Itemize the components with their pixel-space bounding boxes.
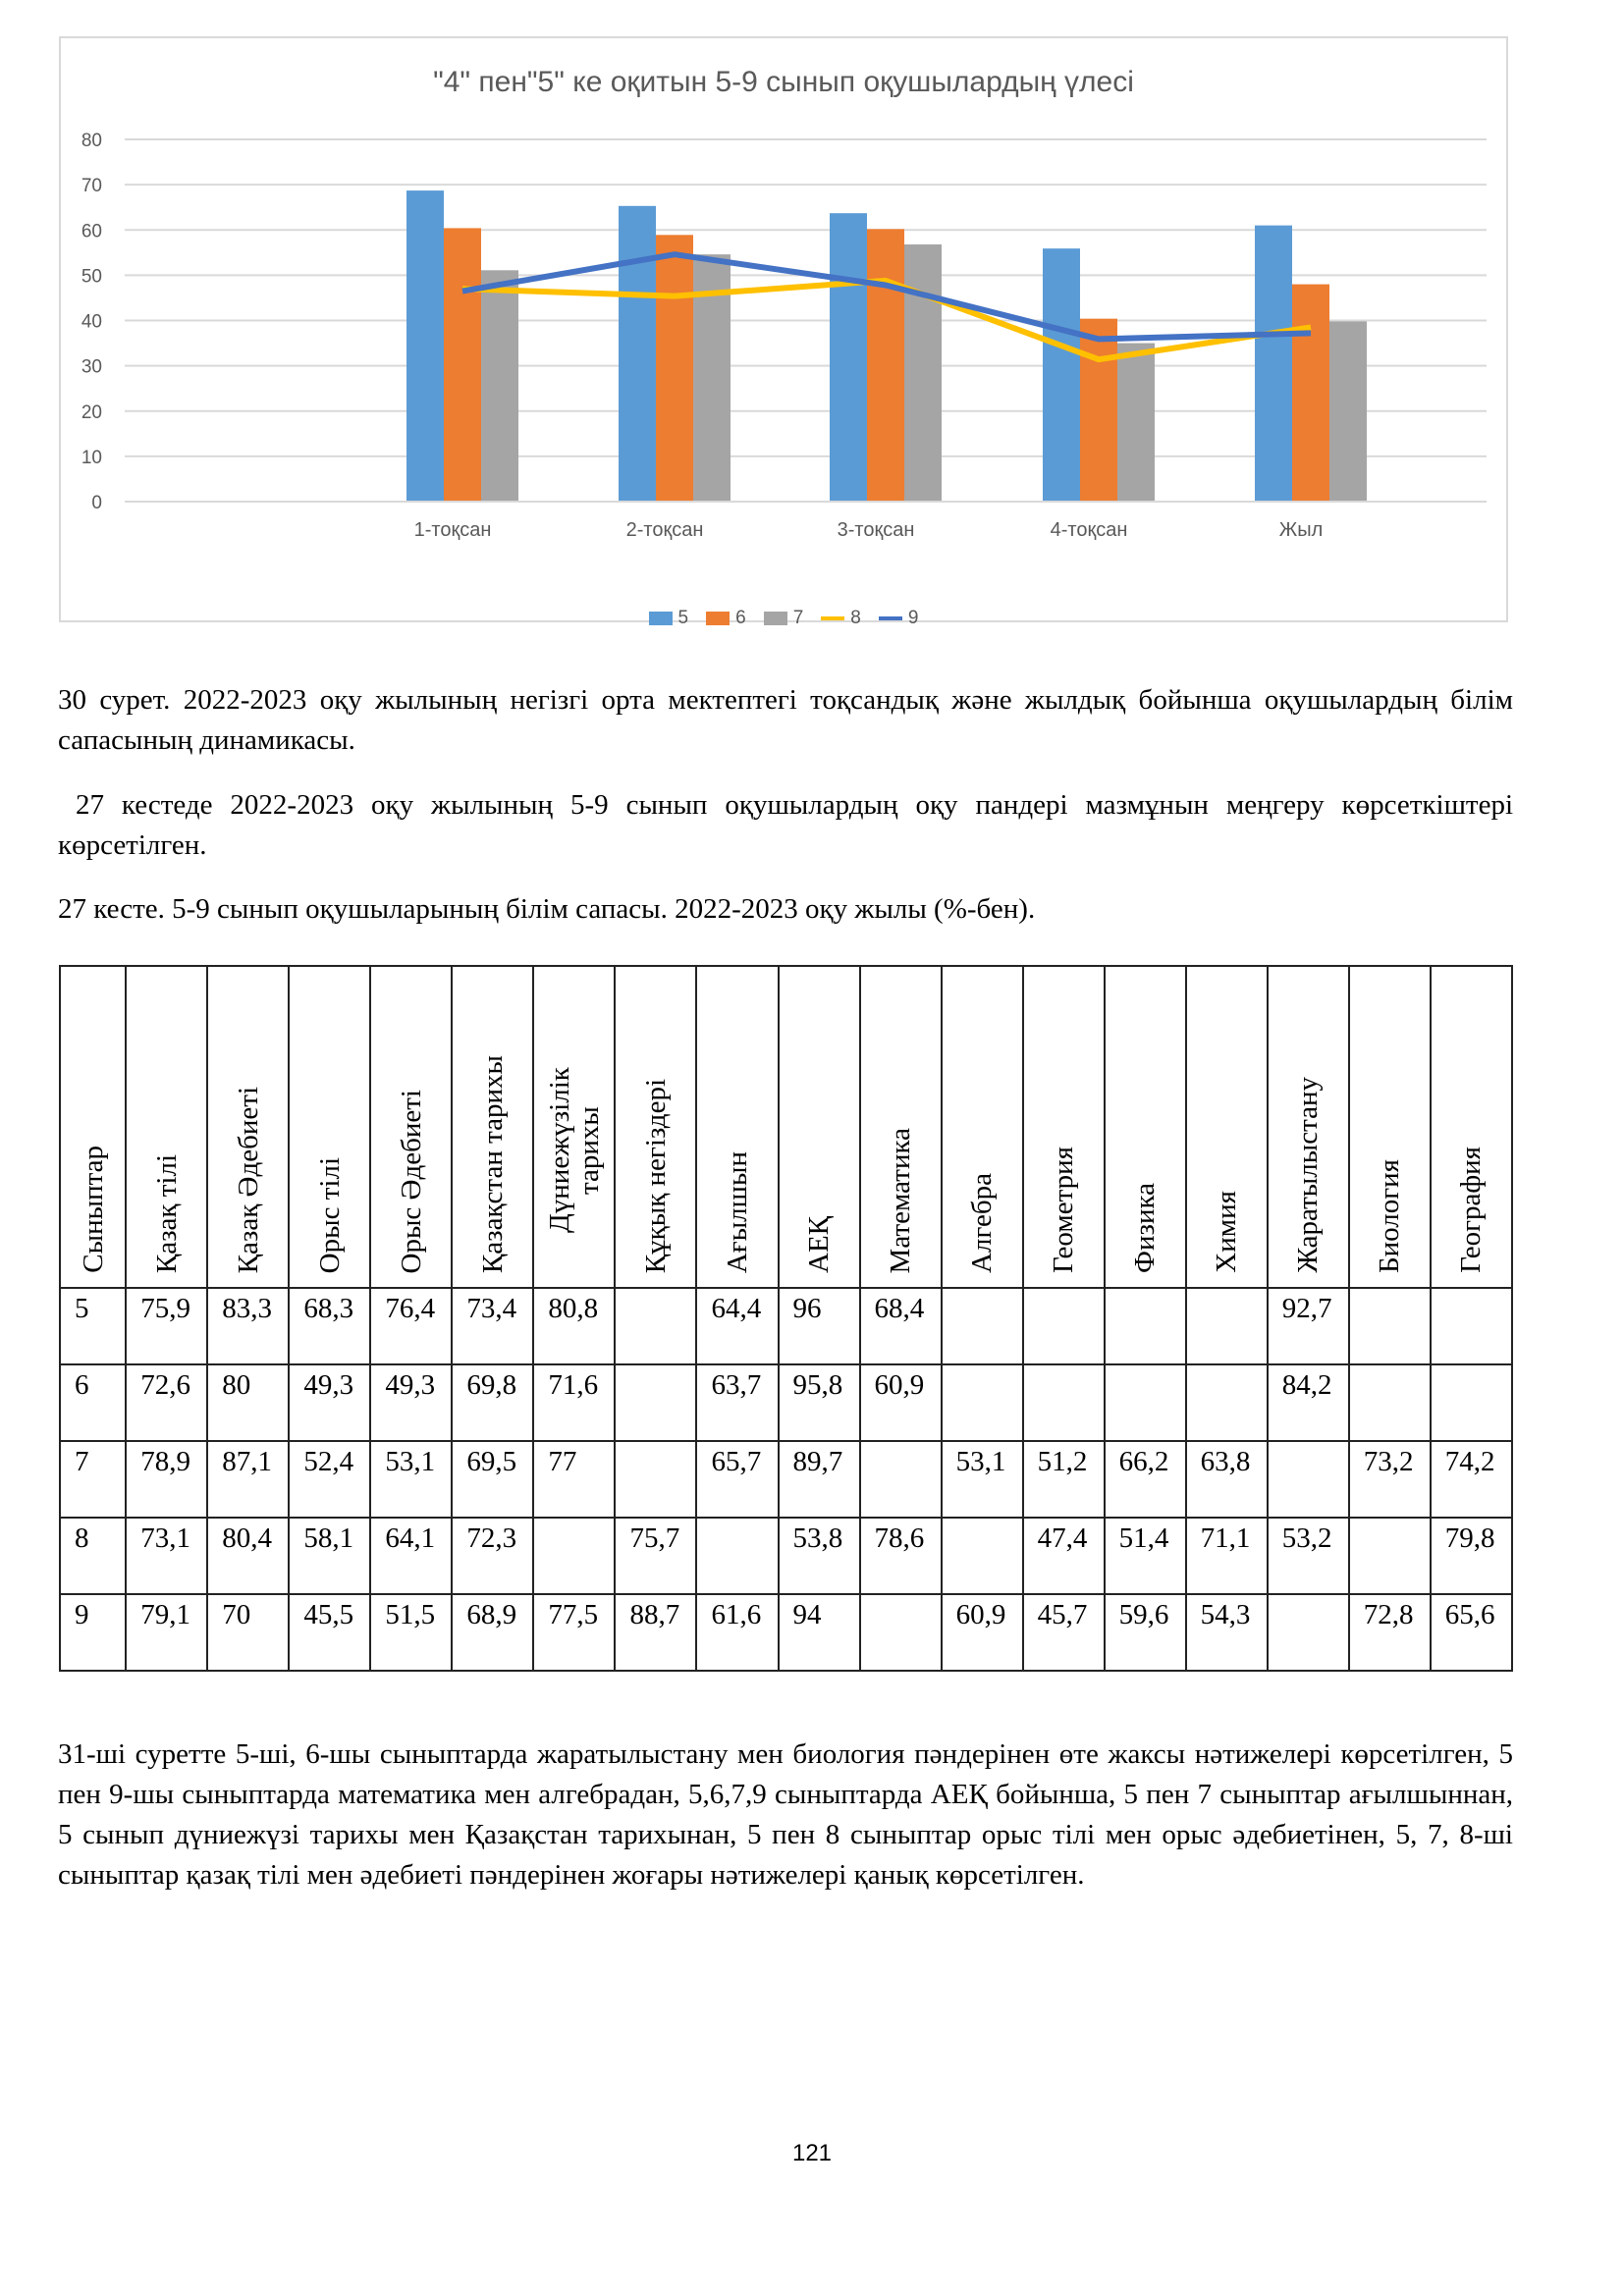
column-header bbox=[126, 966, 207, 1288]
score-cell: 72,3 bbox=[452, 1518, 533, 1594]
score-cell: 47,4 bbox=[1023, 1518, 1105, 1594]
score-cell: 68,3 bbox=[289, 1288, 370, 1364]
figure-caption: 30 сурет. 2022-2023 оқу жылының негізгі орта мектептегі тоқсандық және жылдық бойынша оқушылардың білім сапасының динамикасы. bbox=[58, 684, 1513, 756]
column-header bbox=[860, 966, 942, 1288]
score-cell: 61,6 bbox=[696, 1594, 778, 1671]
column-header bbox=[1186, 966, 1268, 1288]
bar-series-7 bbox=[481, 270, 518, 502]
score-cell: 63,7 bbox=[696, 1364, 778, 1441]
legend-label: 9 bbox=[907, 608, 919, 628]
y-tick-label: 30 bbox=[81, 356, 102, 378]
score-cell bbox=[1023, 1288, 1105, 1364]
table-row bbox=[60, 1518, 1512, 1594]
score-cell: 64,4 bbox=[696, 1288, 778, 1364]
score-cell bbox=[942, 1364, 1023, 1441]
bar-series-5 bbox=[1255, 226, 1292, 502]
bar-series-6 bbox=[444, 228, 481, 502]
column-header-label: Құқық негіздері bbox=[639, 1078, 672, 1273]
legend-item-9 bbox=[879, 608, 919, 629]
bar-series-7 bbox=[1117, 344, 1155, 502]
score-cell bbox=[1349, 1518, 1431, 1594]
score-cell: 71,1 bbox=[1186, 1518, 1268, 1594]
bar-series-6 bbox=[1080, 319, 1117, 502]
column-header-label: Химия bbox=[1211, 1191, 1243, 1273]
score-cell bbox=[1186, 1288, 1268, 1364]
score-cell: 74,2 bbox=[1431, 1441, 1512, 1518]
score-cell: 58,1 bbox=[289, 1518, 370, 1594]
y-tick-label: 0 bbox=[91, 493, 102, 513]
score-cell: 75,9 bbox=[126, 1288, 207, 1364]
y-tick-label: 80 bbox=[81, 131, 102, 151]
score-cell bbox=[1105, 1364, 1186, 1441]
column-header bbox=[615, 966, 696, 1288]
score-cell: 87,1 bbox=[207, 1441, 289, 1518]
column-header-label: Қазақ Әдебиеті bbox=[232, 1086, 264, 1273]
grade-cell: 5 bbox=[60, 1288, 126, 1364]
score-cell: 51,2 bbox=[1023, 1441, 1105, 1518]
legend-bar-swatch-icon bbox=[706, 612, 730, 625]
score-cell: 80,8 bbox=[533, 1288, 615, 1364]
score-cell: 53,1 bbox=[370, 1441, 452, 1518]
score-cell: 52,4 bbox=[289, 1441, 370, 1518]
column-header bbox=[942, 966, 1023, 1288]
score-cell: 78,6 bbox=[860, 1518, 942, 1594]
table-caption: 27 кесте. 5-9 сынып оқушыларының білім сапасы. 2022-2023 оқу жылы (%-бен). bbox=[58, 893, 1036, 925]
score-cell: 79,1 bbox=[126, 1594, 207, 1671]
score-cell: 66,2 bbox=[1105, 1441, 1186, 1518]
y-tick-label: 20 bbox=[81, 401, 102, 423]
score-cell: 80,4 bbox=[207, 1518, 289, 1594]
score-cell bbox=[1431, 1288, 1512, 1364]
score-cell: 49,3 bbox=[289, 1364, 370, 1441]
chart-title: "4" пен"5" ке оқитын 5-9 сынып оқушылардың үлесі bbox=[433, 66, 1134, 98]
column-header bbox=[452, 966, 533, 1288]
score-cell: 77,5 bbox=[533, 1594, 615, 1671]
bar-series-7 bbox=[1329, 321, 1367, 502]
column-header bbox=[1268, 966, 1349, 1288]
bar-series-6 bbox=[867, 229, 904, 502]
bar-series-5 bbox=[619, 206, 656, 502]
score-cell bbox=[1023, 1364, 1105, 1441]
column-header-label: Орыс Әдебиеті bbox=[395, 1089, 427, 1273]
score-cell bbox=[615, 1364, 696, 1441]
score-cell bbox=[860, 1441, 942, 1518]
knowledge-quality-table bbox=[59, 965, 1513, 1672]
column-header-label: Орыс тілі bbox=[313, 1156, 346, 1273]
table-row bbox=[60, 1594, 1512, 1671]
column-header-label: Математика bbox=[885, 1127, 917, 1273]
column-header-label: Жаратылыстану bbox=[1292, 1077, 1325, 1273]
x-tick-label: 4-тоқсан bbox=[1050, 519, 1128, 541]
score-cell: 72,8 bbox=[1349, 1594, 1431, 1671]
bar-series-7 bbox=[904, 244, 942, 502]
score-cell: 65,6 bbox=[1431, 1594, 1512, 1671]
legend-bar-swatch-icon bbox=[764, 612, 787, 625]
score-cell: 60,9 bbox=[942, 1594, 1023, 1671]
chart-legend bbox=[61, 608, 1506, 629]
score-cell: 77 bbox=[533, 1441, 615, 1518]
bar-series-5 bbox=[1043, 248, 1080, 502]
score-cell: 75,7 bbox=[615, 1518, 696, 1594]
score-cell: 95,8 bbox=[779, 1364, 860, 1441]
legend-label: 8 bbox=[850, 608, 861, 628]
column-header bbox=[207, 966, 289, 1288]
score-cell bbox=[615, 1441, 696, 1518]
score-cell: 89,7 bbox=[779, 1441, 860, 1518]
column-header-label: Дүниежүзілік тарихы bbox=[543, 1067, 605, 1234]
score-cell bbox=[1268, 1441, 1349, 1518]
score-cell: 70 bbox=[207, 1594, 289, 1671]
score-cell: 53,1 bbox=[942, 1441, 1023, 1518]
score-cell: 80 bbox=[207, 1364, 289, 1441]
column-header bbox=[1105, 966, 1186, 1288]
legend-label: 5 bbox=[677, 608, 689, 628]
score-cell: 63,8 bbox=[1186, 1441, 1268, 1518]
bar-series-6 bbox=[656, 235, 693, 502]
table-row bbox=[60, 1364, 1512, 1441]
column-header bbox=[60, 966, 126, 1288]
column-header bbox=[1023, 966, 1105, 1288]
legend-line-swatch-icon bbox=[821, 616, 844, 620]
score-cell: 94 bbox=[779, 1594, 860, 1671]
column-header bbox=[533, 966, 615, 1288]
score-cell: 92,7 bbox=[1268, 1288, 1349, 1364]
summary-paragraph: 31-ші суретте 5-ші, 6-шы сыныптарда жаратылыстану мен биология пәндерінен өте жаксы нәтижелері көрсетілген, 5 пен 9-шы сыныптарда математика мен алгебрадан, 5,6,7,9 сыныптарда АЕҚ бойынша, 5 пен 7 сыныптар ағылшыннан, 5 сынып дүниежүзі тарихы мен Қазақстан тарихынан, 5 пен 8 сыныптар орыс тілі мен орыс әдебиетінен, 5, 7, 8-ші сыныптар қазақ тілі мен әдебиеті пәндерінен жоғары нәтижелері қанық көрсетілген. bbox=[58, 1738, 1513, 1891]
score-cell bbox=[942, 1288, 1023, 1364]
score-cell: 73,4 bbox=[452, 1288, 533, 1364]
y-tick-label: 40 bbox=[81, 311, 102, 333]
legend-item-7 bbox=[764, 608, 804, 629]
score-cell: 68,9 bbox=[452, 1594, 533, 1671]
x-tick-label: 2-тоқсан bbox=[625, 519, 704, 541]
x-tick-label: 3-тоқсан bbox=[837, 519, 915, 541]
score-cell bbox=[942, 1518, 1023, 1594]
score-cell: 73,1 bbox=[126, 1518, 207, 1594]
column-header-label: Физика bbox=[1129, 1183, 1162, 1273]
score-cell: 79,8 bbox=[1431, 1518, 1512, 1594]
score-cell: 53,8 bbox=[779, 1518, 860, 1594]
grade-cell: 6 bbox=[60, 1364, 126, 1441]
grade-cell: 9 bbox=[60, 1594, 126, 1671]
score-cell bbox=[1268, 1594, 1349, 1671]
score-cell bbox=[533, 1518, 615, 1594]
column-header-label: Сыныптар bbox=[77, 1146, 109, 1273]
column-header-label: Биология bbox=[1374, 1158, 1406, 1273]
column-header bbox=[289, 966, 370, 1288]
bar-series-5 bbox=[406, 190, 444, 502]
column-header-label: Алгебра bbox=[966, 1173, 999, 1273]
column-header-label: Ағылшын bbox=[722, 1150, 753, 1273]
score-cell: 53,2 bbox=[1268, 1518, 1349, 1594]
column-header bbox=[779, 966, 860, 1288]
score-cell bbox=[1431, 1364, 1512, 1441]
score-cell: 71,6 bbox=[533, 1364, 615, 1441]
bar-line-chart bbox=[61, 38, 1510, 624]
score-cell: 68,4 bbox=[860, 1288, 942, 1364]
score-cell: 72,6 bbox=[126, 1364, 207, 1441]
chart-container bbox=[59, 36, 1508, 628]
column-header bbox=[370, 966, 452, 1288]
grade-cell: 8 bbox=[60, 1518, 126, 1594]
column-header-label: География bbox=[1455, 1147, 1488, 1273]
grade-cell: 7 bbox=[60, 1441, 126, 1518]
score-cell: 73,2 bbox=[1349, 1441, 1431, 1518]
table-header-row bbox=[60, 966, 1512, 1288]
score-cell: 45,7 bbox=[1023, 1594, 1105, 1671]
x-tick-label: 1-тоқсан bbox=[413, 519, 492, 541]
column-header-label: Қазақ тілі bbox=[150, 1153, 183, 1273]
score-cell: 76,4 bbox=[370, 1288, 452, 1364]
score-cell: 49,3 bbox=[370, 1364, 452, 1441]
y-tick-label: 10 bbox=[81, 447, 102, 468]
score-cell bbox=[1349, 1364, 1431, 1441]
score-cell: 59,6 bbox=[1105, 1594, 1186, 1671]
legend-label: 7 bbox=[792, 608, 804, 628]
score-cell: 96 bbox=[779, 1288, 860, 1364]
score-cell bbox=[1186, 1364, 1268, 1441]
column-header bbox=[696, 966, 778, 1288]
y-tick-label: 70 bbox=[81, 176, 102, 197]
table-row bbox=[60, 1441, 1512, 1518]
score-cell: 69,8 bbox=[452, 1364, 533, 1441]
x-tick-label: Жыл bbox=[1278, 519, 1324, 541]
score-cell: 54,3 bbox=[1186, 1594, 1268, 1671]
table-row bbox=[60, 1288, 1512, 1364]
column-header-label: Қазақстан тарихы bbox=[476, 1054, 509, 1273]
column-header bbox=[1349, 966, 1431, 1288]
score-cell: 51,4 bbox=[1105, 1518, 1186, 1594]
y-tick-label: 60 bbox=[81, 221, 102, 242]
legend-item-5 bbox=[649, 608, 689, 629]
score-cell: 65,7 bbox=[696, 1441, 778, 1518]
score-cell: 88,7 bbox=[615, 1594, 696, 1671]
intro-paragraph: 27 кестеде 2022-2023 оқу жылының 5-9 сынып оқушылардың оқу пандері мазмұнын меңгеру көрсеткіштері көрсетілген. bbox=[58, 789, 1521, 861]
score-cell bbox=[696, 1518, 778, 1594]
column-header bbox=[1431, 966, 1512, 1288]
column-header-label: Геометрия bbox=[1048, 1147, 1080, 1273]
score-cell: 78,9 bbox=[126, 1441, 207, 1518]
score-cell: 60,9 bbox=[860, 1364, 942, 1441]
score-cell bbox=[860, 1594, 942, 1671]
legend-line-swatch-icon bbox=[879, 616, 902, 620]
legend-bar-swatch-icon bbox=[649, 612, 673, 625]
score-cell bbox=[615, 1288, 696, 1364]
score-cell: 64,1 bbox=[370, 1518, 452, 1594]
score-cell: 84,2 bbox=[1268, 1364, 1349, 1441]
score-cell: 83,3 bbox=[207, 1288, 289, 1364]
score-cell: 51,5 bbox=[370, 1594, 452, 1671]
column-header-label: АЕҚ bbox=[803, 1216, 836, 1273]
page-number: 121 bbox=[791, 2140, 833, 2166]
y-tick-label: 50 bbox=[81, 266, 102, 288]
bar-series-5 bbox=[830, 213, 867, 502]
score-cell bbox=[1349, 1288, 1431, 1364]
legend-label: 6 bbox=[735, 608, 746, 628]
score-cell: 45,5 bbox=[289, 1594, 370, 1671]
score-cell: 69,5 bbox=[452, 1441, 533, 1518]
score-cell bbox=[1105, 1288, 1186, 1364]
legend-item-8 bbox=[821, 608, 861, 629]
legend-item-6 bbox=[706, 608, 746, 629]
bar-series-6 bbox=[1292, 285, 1329, 502]
